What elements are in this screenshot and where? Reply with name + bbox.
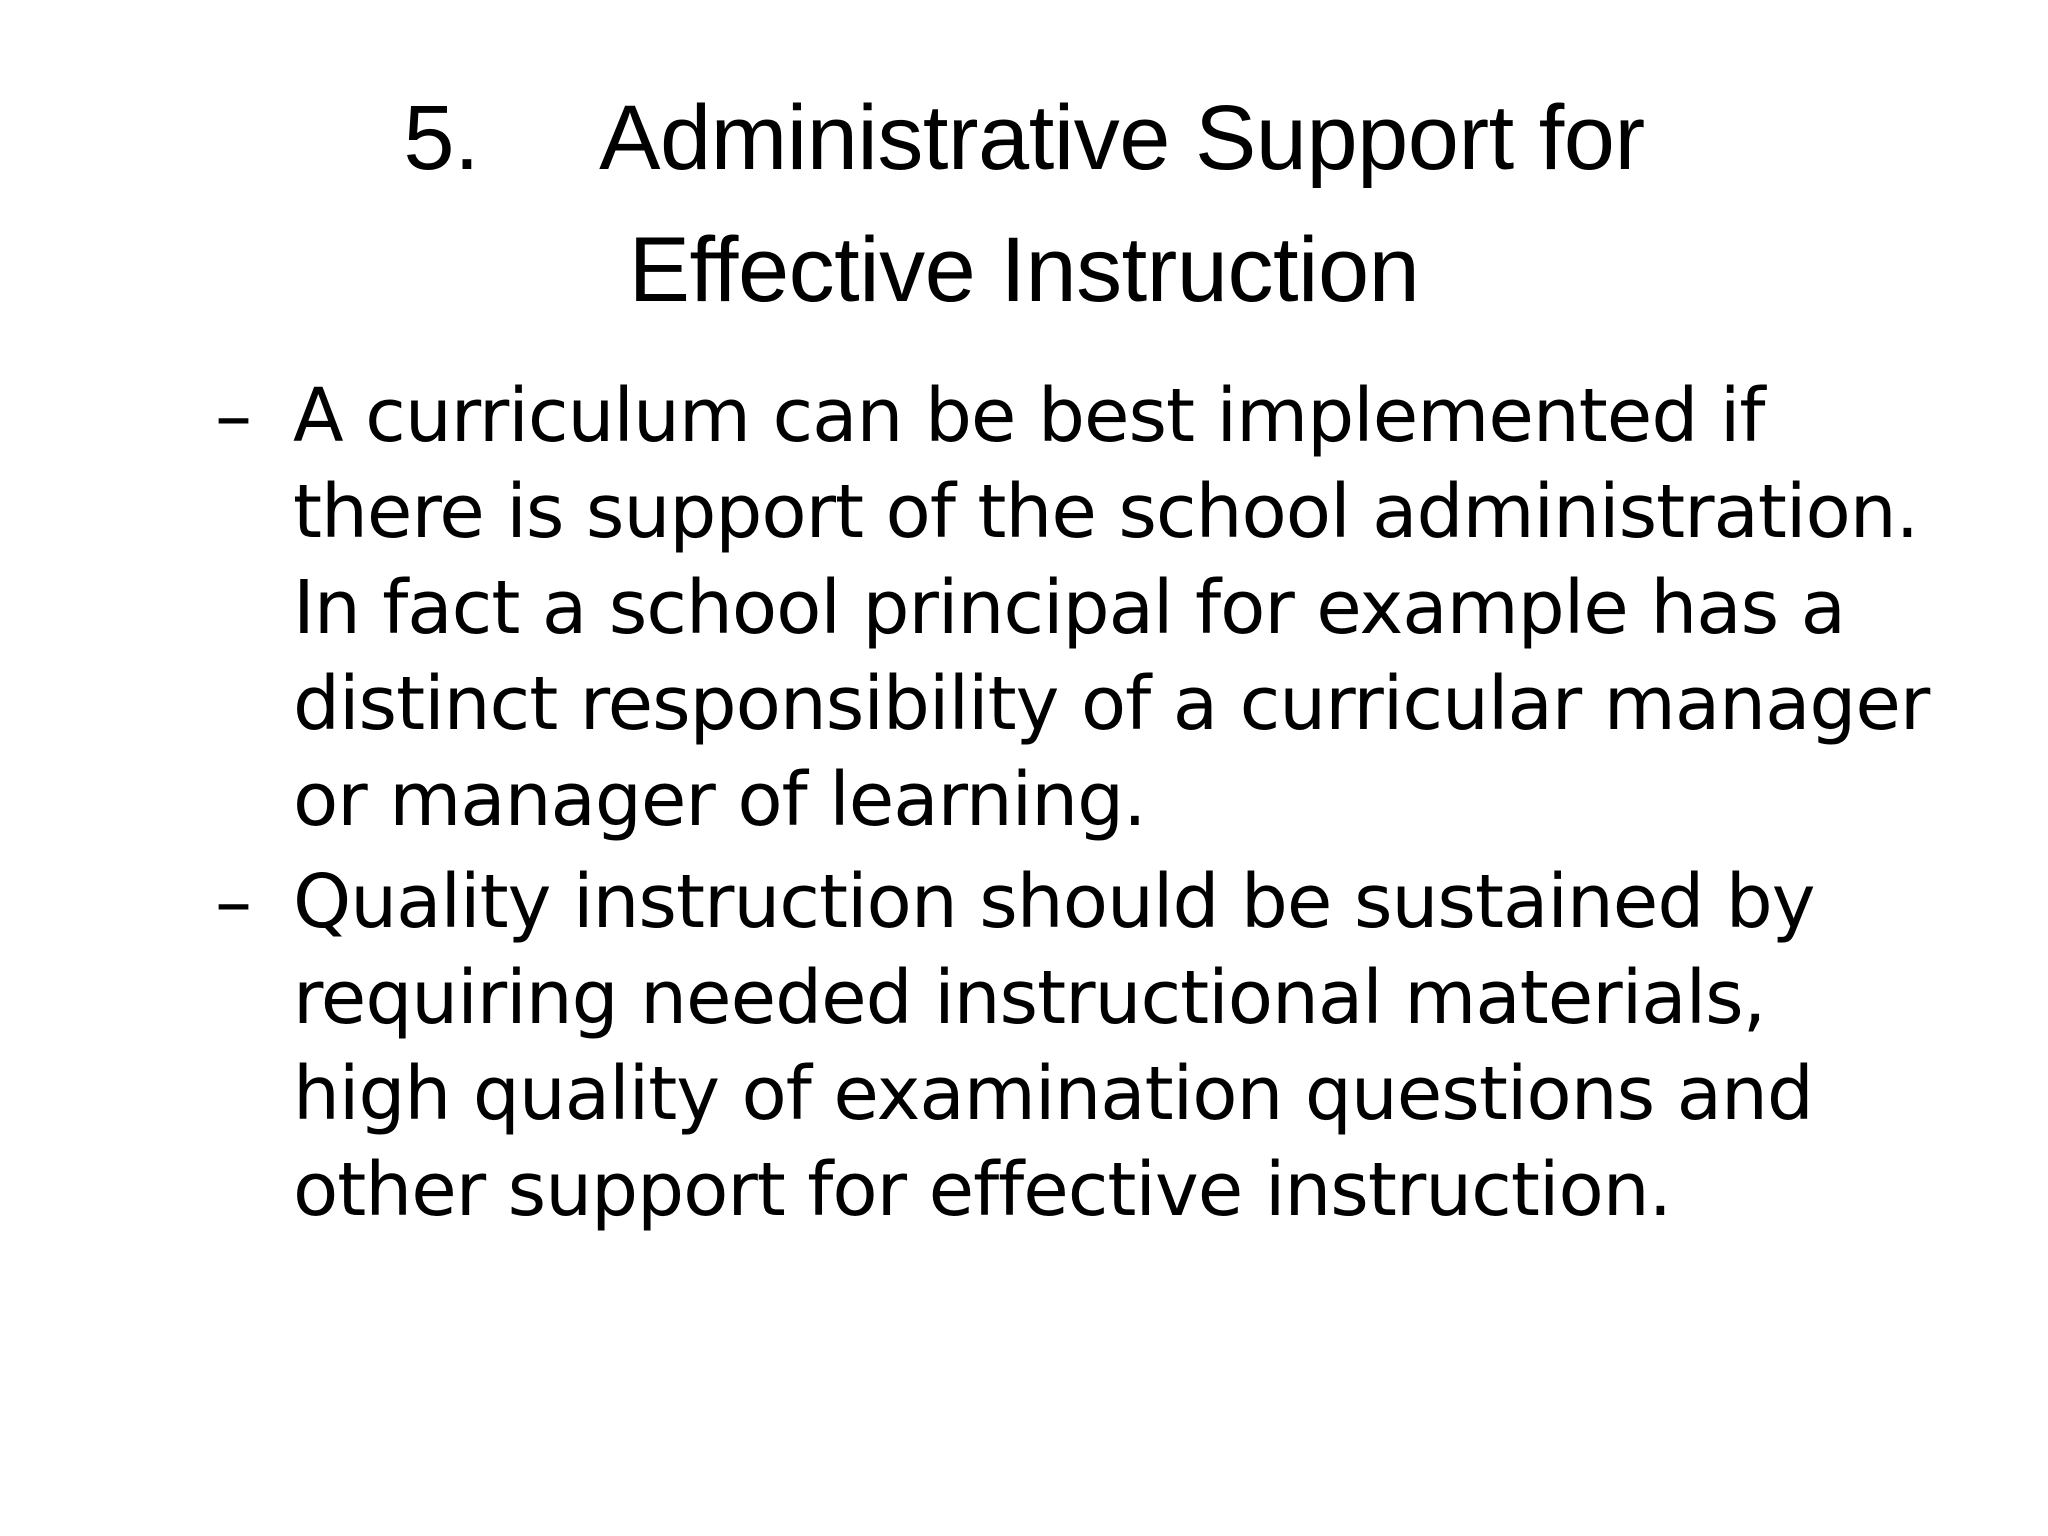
bullet-list (215, 368, 1935, 1244)
bullet-dash: – (215, 373, 251, 459)
title-text-line-1: Administrative Support for (599, 87, 1645, 189)
title-line-2: Effective Instruction (628, 219, 1420, 321)
bullet-dash: – (215, 859, 251, 945)
title-number: 5. (403, 87, 480, 189)
bullet-item (215, 854, 1935, 1238)
bullet-text: Quality instruction should be sustained by requiring needed instructional materials, high quality of examination questions and other support for effective instruction. (293, 859, 1815, 1233)
slide-title (0, 72, 2048, 336)
bullet-text: A curriculum can be best implemented if there is support of the school administration. In fact a school principal for example has a distinct responsibility of a curricular manager or manager of learning. (293, 373, 1930, 843)
title-line-1 (0, 72, 2048, 204)
bullet-item (215, 368, 1935, 848)
